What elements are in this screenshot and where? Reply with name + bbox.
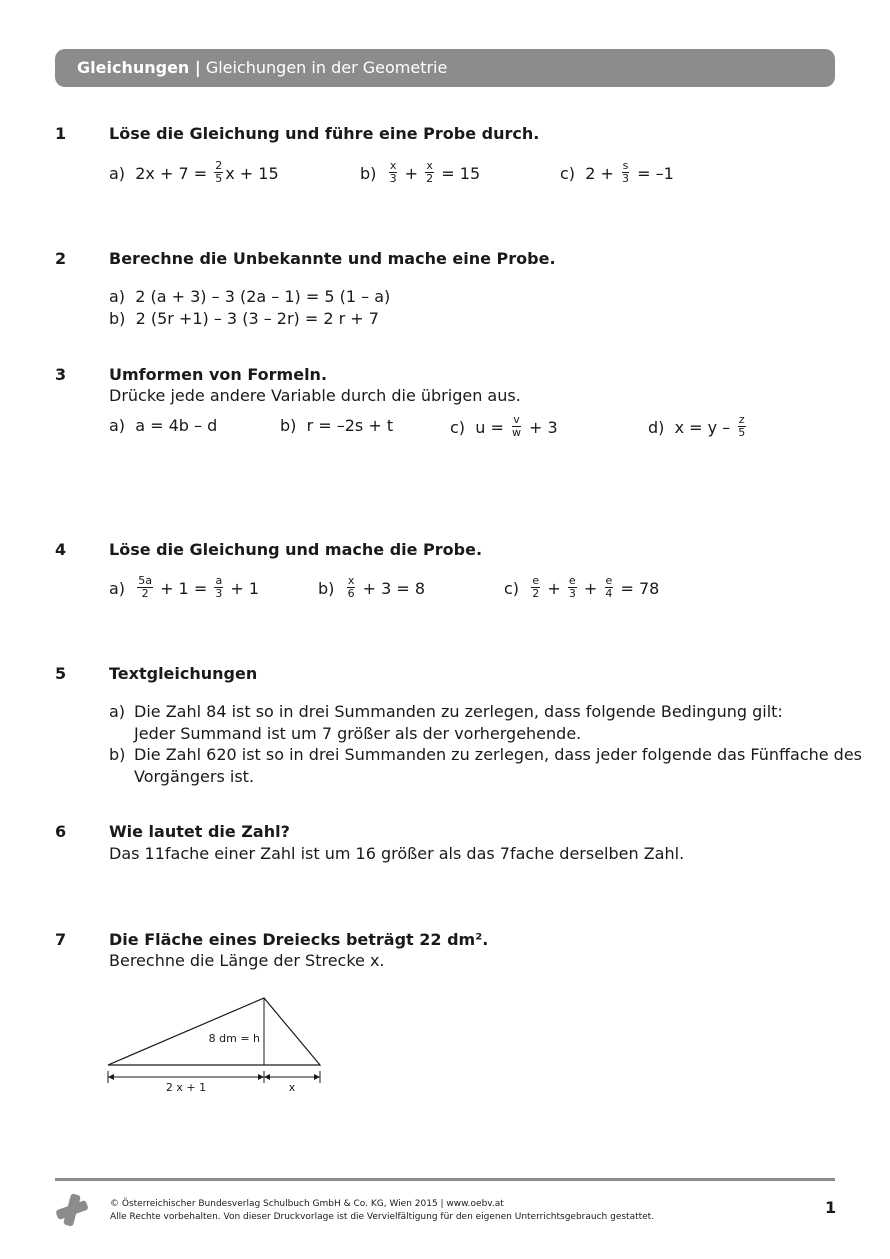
task-2a: a) 2 (a + 3) – 3 (2a – 1) = 5 (1 – a)	[109, 287, 391, 306]
task-2-title: Berechne die Unbekannte und mache eine Probe.	[109, 249, 556, 268]
task-3b: b) r = –2s + t	[280, 416, 394, 435]
triangle-figure	[100, 990, 340, 1100]
task-1-title: Löse die Gleichung und führe eine Probe durch.	[109, 124, 540, 143]
section-header	[55, 49, 835, 87]
task-7-title: Die Fläche eines Dreiecks beträgt 22 dm².	[109, 930, 489, 949]
task-6-number: 6	[55, 822, 67, 841]
task-3-number: 3	[55, 365, 67, 384]
task-5b-line2: Vorgängers ist.	[134, 767, 255, 786]
header-topic: Gleichungen in der Geometrie	[205, 58, 448, 77]
task-3-subtitle: Drücke jede andere Variable durch die übrigen aus.	[109, 386, 521, 405]
task-3c: c) u = $\frac{v}{w}$ + 3	[450, 413, 558, 439]
task-6-text: Das 11fache einer Zahl ist um 16 größer als das 7fache derselben Zahl.	[109, 844, 685, 863]
fraction: $\frac{e}{2}$	[532, 574, 540, 600]
task-5b-line1: Die Zahl 620 ist so in drei Summanden zu zerlegen, dass jeder folgende das Fünffache des	[134, 745, 863, 764]
task-3-title: Umformen von Formeln.	[109, 365, 328, 384]
footer-copyright: © Österreichischer Bundesverlag Schulbuch GmbH & Co. KG, Wien 2015 | www.oebv.at Alle Rechte vorbehalten. Von dieser Druckvorlage ist die Vervielfältigung für den eigenen Unterrichtsgebrauch gestattet.	[110, 1199, 655, 1222]
task-1-number: 1	[55, 124, 67, 143]
task-5-number: 5	[55, 664, 67, 683]
task-1b: b) $\frac{x}{3}$ + $\frac{x}{2}$ = 15	[360, 159, 481, 185]
fraction: $\frac{e}{3}$	[568, 574, 576, 600]
fraction: $\frac{x}{2}$	[426, 159, 434, 185]
task-1a: a) 2x + 7 = $\frac{2}{5}$ x + 15	[109, 159, 279, 185]
task-4-title: Löse die Gleichung und mache die Probe.	[109, 540, 483, 559]
task-5a-line2: Jeder Summand ist um 7 größer als der vorhergehende.	[134, 724, 582, 743]
base-left-label: 2 x + 1	[165, 1081, 207, 1094]
footer-divider	[55, 1178, 835, 1181]
task-4a: a) $\frac{5a}{2}$ + 1 = $\frac{a}{3}$ + 1	[109, 574, 260, 600]
fraction: $\frac{x}{3}$	[389, 159, 397, 185]
task-4c: c) $\frac{e}{2}$ + $\frac{e}{3}$ + $\frac{e}{4}$ = 78	[504, 574, 660, 600]
height-label: 8 dm = h	[208, 1032, 260, 1045]
fraction: $\frac{2}{5}$	[215, 159, 223, 185]
task-2b: b) 2 (5r +1) – 3 (3 – 2r) = 2 r + 7	[109, 309, 379, 328]
task-4b: b) $\frac{x}{6}$ + 3 = 8	[318, 574, 426, 600]
publisher-logo-icon	[54, 1192, 90, 1228]
task-3a: a) a = 4b – d	[109, 416, 218, 435]
fraction: $\frac{z}{5}$	[738, 413, 746, 439]
task-5b-label: b)	[109, 745, 126, 764]
task-5-title: Textgleichungen	[109, 664, 258, 683]
fraction: $\frac{x}{6}$	[347, 574, 355, 600]
task-2-number: 2	[55, 249, 67, 268]
header-section: Gleichungen |	[77, 58, 201, 77]
fraction: $\frac{a}{3}$	[215, 574, 223, 600]
fraction: $\frac{e}{4}$	[605, 574, 613, 600]
fraction: $\frac{v}{w}$	[511, 413, 521, 439]
task-7-subtitle: Berechne die Länge der Strecke x.	[109, 951, 385, 970]
fraction: $\frac{5a}{2}$	[138, 574, 152, 600]
task-4-number: 4	[55, 540, 67, 559]
task-3d: d) x = y – $\frac{z}{5}$	[648, 413, 746, 439]
task-5a-line1: Die Zahl 84 ist so in drei Summanden zu zerlegen, dass folgende Bedingung gilt:	[134, 702, 783, 721]
task-5a-label: a)	[109, 702, 126, 721]
task-6-title: Wie lautet die Zahl?	[109, 822, 290, 841]
base-right-label: x	[288, 1081, 296, 1094]
task-7-number: 7	[55, 930, 67, 949]
page-number: 1	[825, 1198, 837, 1217]
task-1c: c) 2 + $\frac{s}{3}$ = –1	[560, 159, 674, 185]
fraction: $\frac{s}{3}$	[621, 159, 629, 185]
